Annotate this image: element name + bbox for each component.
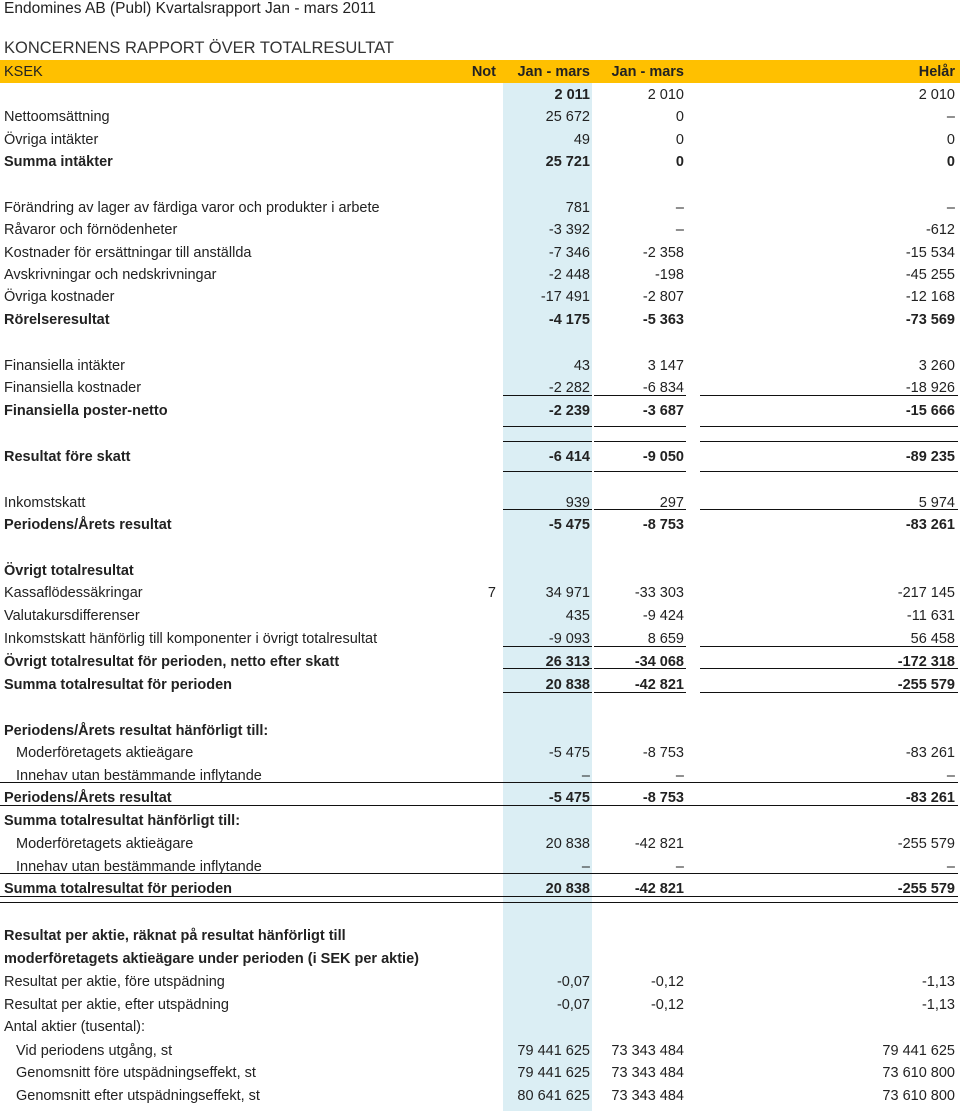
note-ref bbox=[466, 242, 496, 264]
row-label: Kostnader för ersättningar till anställda bbox=[4, 245, 252, 261]
rule-line bbox=[503, 509, 592, 510]
note-ref bbox=[466, 720, 496, 742]
value-q1-2011: 20 838 bbox=[545, 881, 590, 897]
value-q1-2011: -0,07 bbox=[556, 997, 590, 1013]
value-q1-2011 bbox=[503, 720, 590, 742]
value-full-year: -1,13 bbox=[921, 974, 955, 990]
value-q1-2010 bbox=[594, 948, 684, 970]
note-ref bbox=[466, 106, 496, 128]
note-ref bbox=[466, 309, 496, 331]
row-label: Summa intäkter bbox=[4, 154, 113, 170]
value-q1-2011: 20 838 bbox=[545, 836, 590, 852]
note-ref bbox=[466, 219, 496, 241]
table-row bbox=[0, 948, 960, 970]
table-row bbox=[0, 925, 960, 947]
value-q1-2011: -2 239 bbox=[548, 403, 590, 419]
table-row bbox=[0, 560, 960, 582]
note-ref bbox=[466, 514, 496, 536]
value-q1-2011: -6 414 bbox=[548, 449, 590, 465]
rule-line bbox=[700, 426, 958, 427]
row-label: Valutakursdifferenser bbox=[4, 608, 140, 624]
value-q1-2011: 79 441 625 bbox=[517, 1065, 590, 1081]
value-full-year: 3 260 bbox=[918, 358, 955, 374]
table-row bbox=[0, 197, 960, 219]
value-q1-2011: -4 175 bbox=[548, 312, 590, 328]
value-q1-2011: 80 641 625 bbox=[517, 1088, 590, 1104]
row-label: moderföretagets aktieägare under perioden (i SEK per aktie) bbox=[4, 951, 419, 967]
value-q1-2011: 79 441 625 bbox=[517, 1043, 590, 1059]
table-header-row bbox=[0, 61, 960, 83]
value-full-year: 0 bbox=[946, 132, 955, 148]
table-row bbox=[0, 720, 960, 742]
table-row bbox=[0, 151, 960, 173]
row-label: Avskrivningar och nedskrivningar bbox=[4, 267, 217, 283]
note-ref bbox=[466, 197, 496, 219]
row-label: Moderföretagets aktieägare bbox=[16, 836, 194, 852]
note-ref bbox=[466, 446, 496, 468]
row-label: Inkomstskatt bbox=[4, 495, 86, 511]
value-full-year: -89 235 bbox=[905, 449, 955, 465]
value-q1-2010: 297 bbox=[659, 495, 684, 511]
value-q1-2010: 73 343 484 bbox=[611, 1088, 684, 1104]
value-q1-2010: -3 687 bbox=[642, 403, 684, 419]
row-label: Innehav utan bestämmande inflytande bbox=[16, 859, 262, 875]
value-q1-2011: -17 491 bbox=[540, 289, 590, 305]
value-full-year: -217 145 bbox=[897, 585, 955, 601]
note-ref bbox=[466, 651, 496, 673]
table-row bbox=[0, 242, 960, 264]
value-q1-2010: 8 659 bbox=[647, 631, 684, 647]
value-q1-2010: -33 303 bbox=[634, 585, 684, 601]
note-ref bbox=[466, 355, 496, 377]
row-label: Resultat före skatt bbox=[4, 449, 131, 465]
note-ref bbox=[466, 377, 496, 399]
value-q1-2011 bbox=[503, 948, 590, 970]
row-label: Summa totalresultat för perioden bbox=[4, 881, 233, 897]
value-full-year: -15 666 bbox=[905, 403, 955, 419]
note-column-header: Not bbox=[471, 64, 496, 80]
note-ref bbox=[466, 765, 496, 787]
year-full-2010: 2 010 bbox=[918, 87, 955, 103]
value-full-year: 73 610 800 bbox=[882, 1065, 955, 1081]
value-q1-2011: 781 bbox=[565, 200, 590, 216]
rule-line bbox=[700, 441, 958, 442]
value-full-year: -15 534 bbox=[905, 245, 955, 261]
table-row bbox=[0, 765, 960, 787]
rule-line bbox=[0, 873, 958, 874]
value-q1-2010 bbox=[594, 1016, 684, 1038]
value-full-year: -1,13 bbox=[921, 997, 955, 1013]
value-q1-2011: 49 bbox=[573, 132, 590, 148]
value-q1-2010 bbox=[594, 810, 684, 832]
rule-line bbox=[503, 668, 592, 669]
rule-line bbox=[594, 426, 686, 427]
row-label: Periodens/Årets resultat bbox=[4, 790, 172, 806]
value-full-year bbox=[700, 948, 955, 970]
note-ref bbox=[466, 1016, 496, 1038]
value-q1-2010: – bbox=[675, 200, 684, 216]
table-row bbox=[0, 106, 960, 128]
value-full-year: -73 569 bbox=[905, 312, 955, 328]
table-row bbox=[0, 605, 960, 627]
row-label: Antal aktier (tusental): bbox=[4, 1019, 146, 1035]
report-title: KONCERNENS RAPPORT ÖVER TOTALRESULTAT bbox=[4, 39, 394, 57]
value-full-year: 0 bbox=[946, 154, 955, 170]
value-full-year bbox=[700, 720, 955, 742]
table-year-row bbox=[0, 84, 960, 106]
value-full-year: – bbox=[946, 768, 955, 784]
note-ref bbox=[466, 605, 496, 627]
value-full-year: 73 610 800 bbox=[882, 1088, 955, 1104]
row-label: Resultat per aktie, före utspädning bbox=[4, 974, 225, 990]
value-q1-2010: 73 343 484 bbox=[611, 1043, 684, 1059]
rule-line bbox=[0, 896, 958, 897]
value-q1-2010 bbox=[594, 720, 684, 742]
row-label: Övriga kostnader bbox=[4, 289, 115, 305]
value-q1-2011: 25 672 bbox=[545, 109, 590, 125]
value-q1-2011: -2 282 bbox=[548, 380, 590, 396]
rule-line bbox=[700, 509, 958, 510]
table-row bbox=[0, 446, 960, 468]
row-label: Nettoomsättning bbox=[4, 109, 110, 125]
row-label: Summa totalresultat för perioden bbox=[4, 677, 233, 693]
value-q1-2011: -5 475 bbox=[548, 517, 590, 533]
rule-line bbox=[503, 646, 592, 647]
note-ref bbox=[466, 742, 496, 764]
table-row bbox=[0, 833, 960, 855]
table-row bbox=[0, 219, 960, 241]
value-q1-2010: -9 424 bbox=[642, 608, 684, 624]
value-q1-2010: – bbox=[675, 222, 684, 238]
row-label: Rörelseresultat bbox=[4, 312, 110, 328]
value-q1-2010: -5 363 bbox=[642, 312, 684, 328]
value-q1-2011 bbox=[503, 925, 590, 947]
column-header-full-year: Helår bbox=[918, 64, 955, 80]
rule-line bbox=[594, 395, 686, 396]
table-row bbox=[0, 994, 960, 1016]
value-full-year: -83 261 bbox=[905, 517, 955, 533]
value-full-year: -255 579 bbox=[897, 677, 955, 693]
value-full-year: -255 579 bbox=[897, 836, 955, 852]
value-q1-2010 bbox=[594, 560, 684, 582]
rule-line bbox=[503, 441, 592, 442]
table-row bbox=[0, 1062, 960, 1084]
value-q1-2011 bbox=[503, 810, 590, 832]
note-ref bbox=[466, 560, 496, 582]
rule-line bbox=[594, 646, 686, 647]
value-q1-2011: -5 475 bbox=[548, 790, 590, 806]
rule-line bbox=[594, 692, 686, 693]
note-ref bbox=[466, 1040, 496, 1062]
rule-line bbox=[594, 441, 686, 442]
currency-unit-label: KSEK bbox=[4, 64, 43, 80]
note-ref bbox=[466, 856, 496, 878]
note-ref: 7 bbox=[487, 585, 496, 601]
value-q1-2010: 0 bbox=[675, 132, 684, 148]
value-q1-2010: – bbox=[675, 859, 684, 875]
value-q1-2011: 939 bbox=[565, 495, 590, 511]
row-label: Finansiella poster-netto bbox=[4, 403, 168, 419]
note-ref bbox=[466, 286, 496, 308]
rule-line bbox=[0, 782, 958, 783]
value-full-year: – bbox=[946, 200, 955, 216]
row-label: Förändring av lager av färdiga varor och produkter i arbete bbox=[4, 200, 380, 216]
value-q1-2010: -42 821 bbox=[634, 677, 684, 693]
value-q1-2011: -3 392 bbox=[548, 222, 590, 238]
row-label: Innehav utan bestämmande inflytande bbox=[16, 768, 262, 784]
value-full-year: 56 458 bbox=[910, 631, 955, 647]
note-ref bbox=[466, 925, 496, 947]
rule-line bbox=[594, 471, 686, 472]
row-label: Övrigt totalresultat för perioden, netto efter skatt bbox=[4, 654, 340, 670]
table-row bbox=[0, 1040, 960, 1062]
rule-line bbox=[700, 646, 958, 647]
row-label: Moderföretagets aktieägare bbox=[16, 745, 194, 761]
row-label: Kassaflödessäkringar bbox=[4, 585, 143, 601]
table-row bbox=[0, 582, 960, 604]
document-header: Endomines AB (Publ) Kvartalsrapport Jan - mars 2011 bbox=[4, 0, 376, 17]
note-ref bbox=[466, 971, 496, 993]
value-q1-2010: -8 753 bbox=[642, 745, 684, 761]
value-q1-2010: -6 834 bbox=[642, 380, 684, 396]
value-full-year: – bbox=[946, 109, 955, 125]
row-label: Finansiella intäkter bbox=[4, 358, 125, 374]
note-ref bbox=[466, 628, 496, 650]
value-full-year: -255 579 bbox=[897, 881, 955, 897]
value-q1-2010: -0,12 bbox=[650, 974, 684, 990]
row-label: Råvaror och förnödenheter bbox=[4, 222, 178, 238]
column-header-q1-2010: Jan - mars bbox=[611, 64, 684, 80]
value-full-year: – bbox=[946, 859, 955, 875]
column-header-q1-2011: Jan - mars bbox=[517, 64, 590, 80]
value-full-year: -18 926 bbox=[905, 380, 955, 396]
value-q1-2011 bbox=[503, 1016, 590, 1038]
row-label: Genomsnitt efter utspädningseffekt, st bbox=[16, 1088, 260, 1104]
note-ref bbox=[466, 994, 496, 1016]
note-ref bbox=[466, 400, 496, 422]
value-full-year: -612 bbox=[925, 222, 955, 238]
value-q1-2010: – bbox=[675, 768, 684, 784]
value-q1-2011: 43 bbox=[573, 358, 590, 374]
row-label: Finansiella kostnader bbox=[4, 380, 142, 396]
table-row bbox=[0, 129, 960, 151]
rule-line bbox=[503, 395, 592, 396]
value-full-year: -172 318 bbox=[897, 654, 955, 670]
note-ref bbox=[466, 810, 496, 832]
note-ref bbox=[466, 151, 496, 173]
table-row bbox=[0, 1085, 960, 1107]
value-q1-2010: -42 821 bbox=[634, 881, 684, 897]
value-q1-2011: – bbox=[581, 768, 590, 784]
value-q1-2011 bbox=[503, 560, 590, 582]
note-ref bbox=[466, 492, 496, 514]
rule-line bbox=[594, 668, 686, 669]
row-label: Periodens/Årets resultat bbox=[4, 517, 172, 533]
row-label: Summa totalresultat hänförligt till: bbox=[4, 813, 241, 829]
table-row bbox=[0, 810, 960, 832]
value-q1-2011: 20 838 bbox=[545, 677, 590, 693]
value-q1-2010: -0,12 bbox=[650, 997, 684, 1013]
table-row bbox=[0, 651, 960, 673]
value-q1-2011: -5 475 bbox=[548, 745, 590, 761]
value-full-year: -83 261 bbox=[905, 790, 955, 806]
value-full-year bbox=[700, 1016, 955, 1038]
note-ref bbox=[466, 948, 496, 970]
value-q1-2010 bbox=[594, 925, 684, 947]
rule-line bbox=[0, 805, 958, 806]
value-q1-2010: 3 147 bbox=[647, 358, 684, 374]
value-q1-2010: -42 821 bbox=[634, 836, 684, 852]
table-row bbox=[0, 1016, 960, 1038]
value-q1-2010: -2 358 bbox=[642, 245, 684, 261]
row-label: Övrigt totalresultat bbox=[4, 563, 134, 579]
rule-line bbox=[700, 692, 958, 693]
note-ref bbox=[466, 1085, 496, 1107]
value-full-year bbox=[700, 925, 955, 947]
value-q1-2010: -8 753 bbox=[642, 517, 684, 533]
note-ref bbox=[466, 1062, 496, 1084]
value-q1-2010: -9 050 bbox=[642, 449, 684, 465]
table-row bbox=[0, 309, 960, 331]
table-row bbox=[0, 286, 960, 308]
value-q1-2011: 34 971 bbox=[545, 585, 590, 601]
note-ref bbox=[466, 264, 496, 286]
value-q1-2011: -0,07 bbox=[556, 974, 590, 990]
row-label: Övriga intäkter bbox=[4, 132, 99, 148]
row-label: Resultat per aktie, efter utspädning bbox=[4, 997, 229, 1013]
year-q1-2011: 2 011 bbox=[554, 87, 590, 103]
rule-line bbox=[594, 509, 686, 510]
value-q1-2010: 0 bbox=[675, 109, 684, 125]
value-q1-2011: 25 721 bbox=[545, 154, 590, 170]
table-row bbox=[0, 856, 960, 878]
table-row bbox=[0, 400, 960, 422]
row-label: Resultat per aktie, räknat på resultat hänförligt till bbox=[4, 928, 346, 944]
row-label: Vid periodens utgång, st bbox=[16, 1043, 173, 1059]
table-row bbox=[0, 514, 960, 536]
note-ref bbox=[466, 833, 496, 855]
value-q1-2011: -9 093 bbox=[548, 631, 590, 647]
row-label: Inkomstskatt hänförlig till komponenter i övrigt totalresultat bbox=[4, 631, 378, 647]
note-ref bbox=[466, 129, 496, 151]
value-full-year: -12 168 bbox=[905, 289, 955, 305]
value-q1-2010: -34 068 bbox=[634, 654, 684, 670]
value-full-year: -11 631 bbox=[906, 608, 955, 624]
rule-line bbox=[503, 471, 592, 472]
rule-line bbox=[503, 426, 592, 427]
value-q1-2010: 73 343 484 bbox=[611, 1065, 684, 1081]
value-q1-2010: -8 753 bbox=[642, 790, 684, 806]
value-q1-2010: -2 807 bbox=[642, 289, 684, 305]
note-ref bbox=[466, 674, 496, 696]
value-q1-2011: – bbox=[581, 859, 590, 875]
value-q1-2010: 0 bbox=[675, 154, 684, 170]
rule-line bbox=[700, 395, 958, 396]
value-full-year: -83 261 bbox=[905, 745, 955, 761]
value-full-year: 79 441 625 bbox=[882, 1043, 955, 1059]
value-full-year bbox=[700, 810, 955, 832]
value-full-year: 5 974 bbox=[918, 495, 955, 511]
value-q1-2011: -7 346 bbox=[548, 245, 590, 261]
year-q1-2010: 2 010 bbox=[647, 87, 684, 103]
rule-line bbox=[503, 692, 592, 693]
value-q1-2011: -2 448 bbox=[548, 267, 590, 283]
rule-line bbox=[700, 471, 958, 472]
value-full-year bbox=[700, 560, 955, 582]
row-label: Periodens/Årets resultat hänförligt till: bbox=[4, 723, 269, 739]
table-row bbox=[0, 492, 960, 514]
table-row bbox=[0, 264, 960, 286]
rule-line bbox=[700, 668, 958, 669]
table-row bbox=[0, 971, 960, 993]
table-row bbox=[0, 742, 960, 764]
value-full-year: -45 255 bbox=[905, 267, 955, 283]
table-row bbox=[0, 355, 960, 377]
value-q1-2011: 26 313 bbox=[545, 654, 590, 670]
value-q1-2010: -198 bbox=[654, 267, 684, 283]
row-label: Genomsnitt före utspädningseffekt, st bbox=[16, 1065, 256, 1081]
value-q1-2011: 435 bbox=[565, 608, 590, 624]
rule-line bbox=[0, 902, 958, 903]
